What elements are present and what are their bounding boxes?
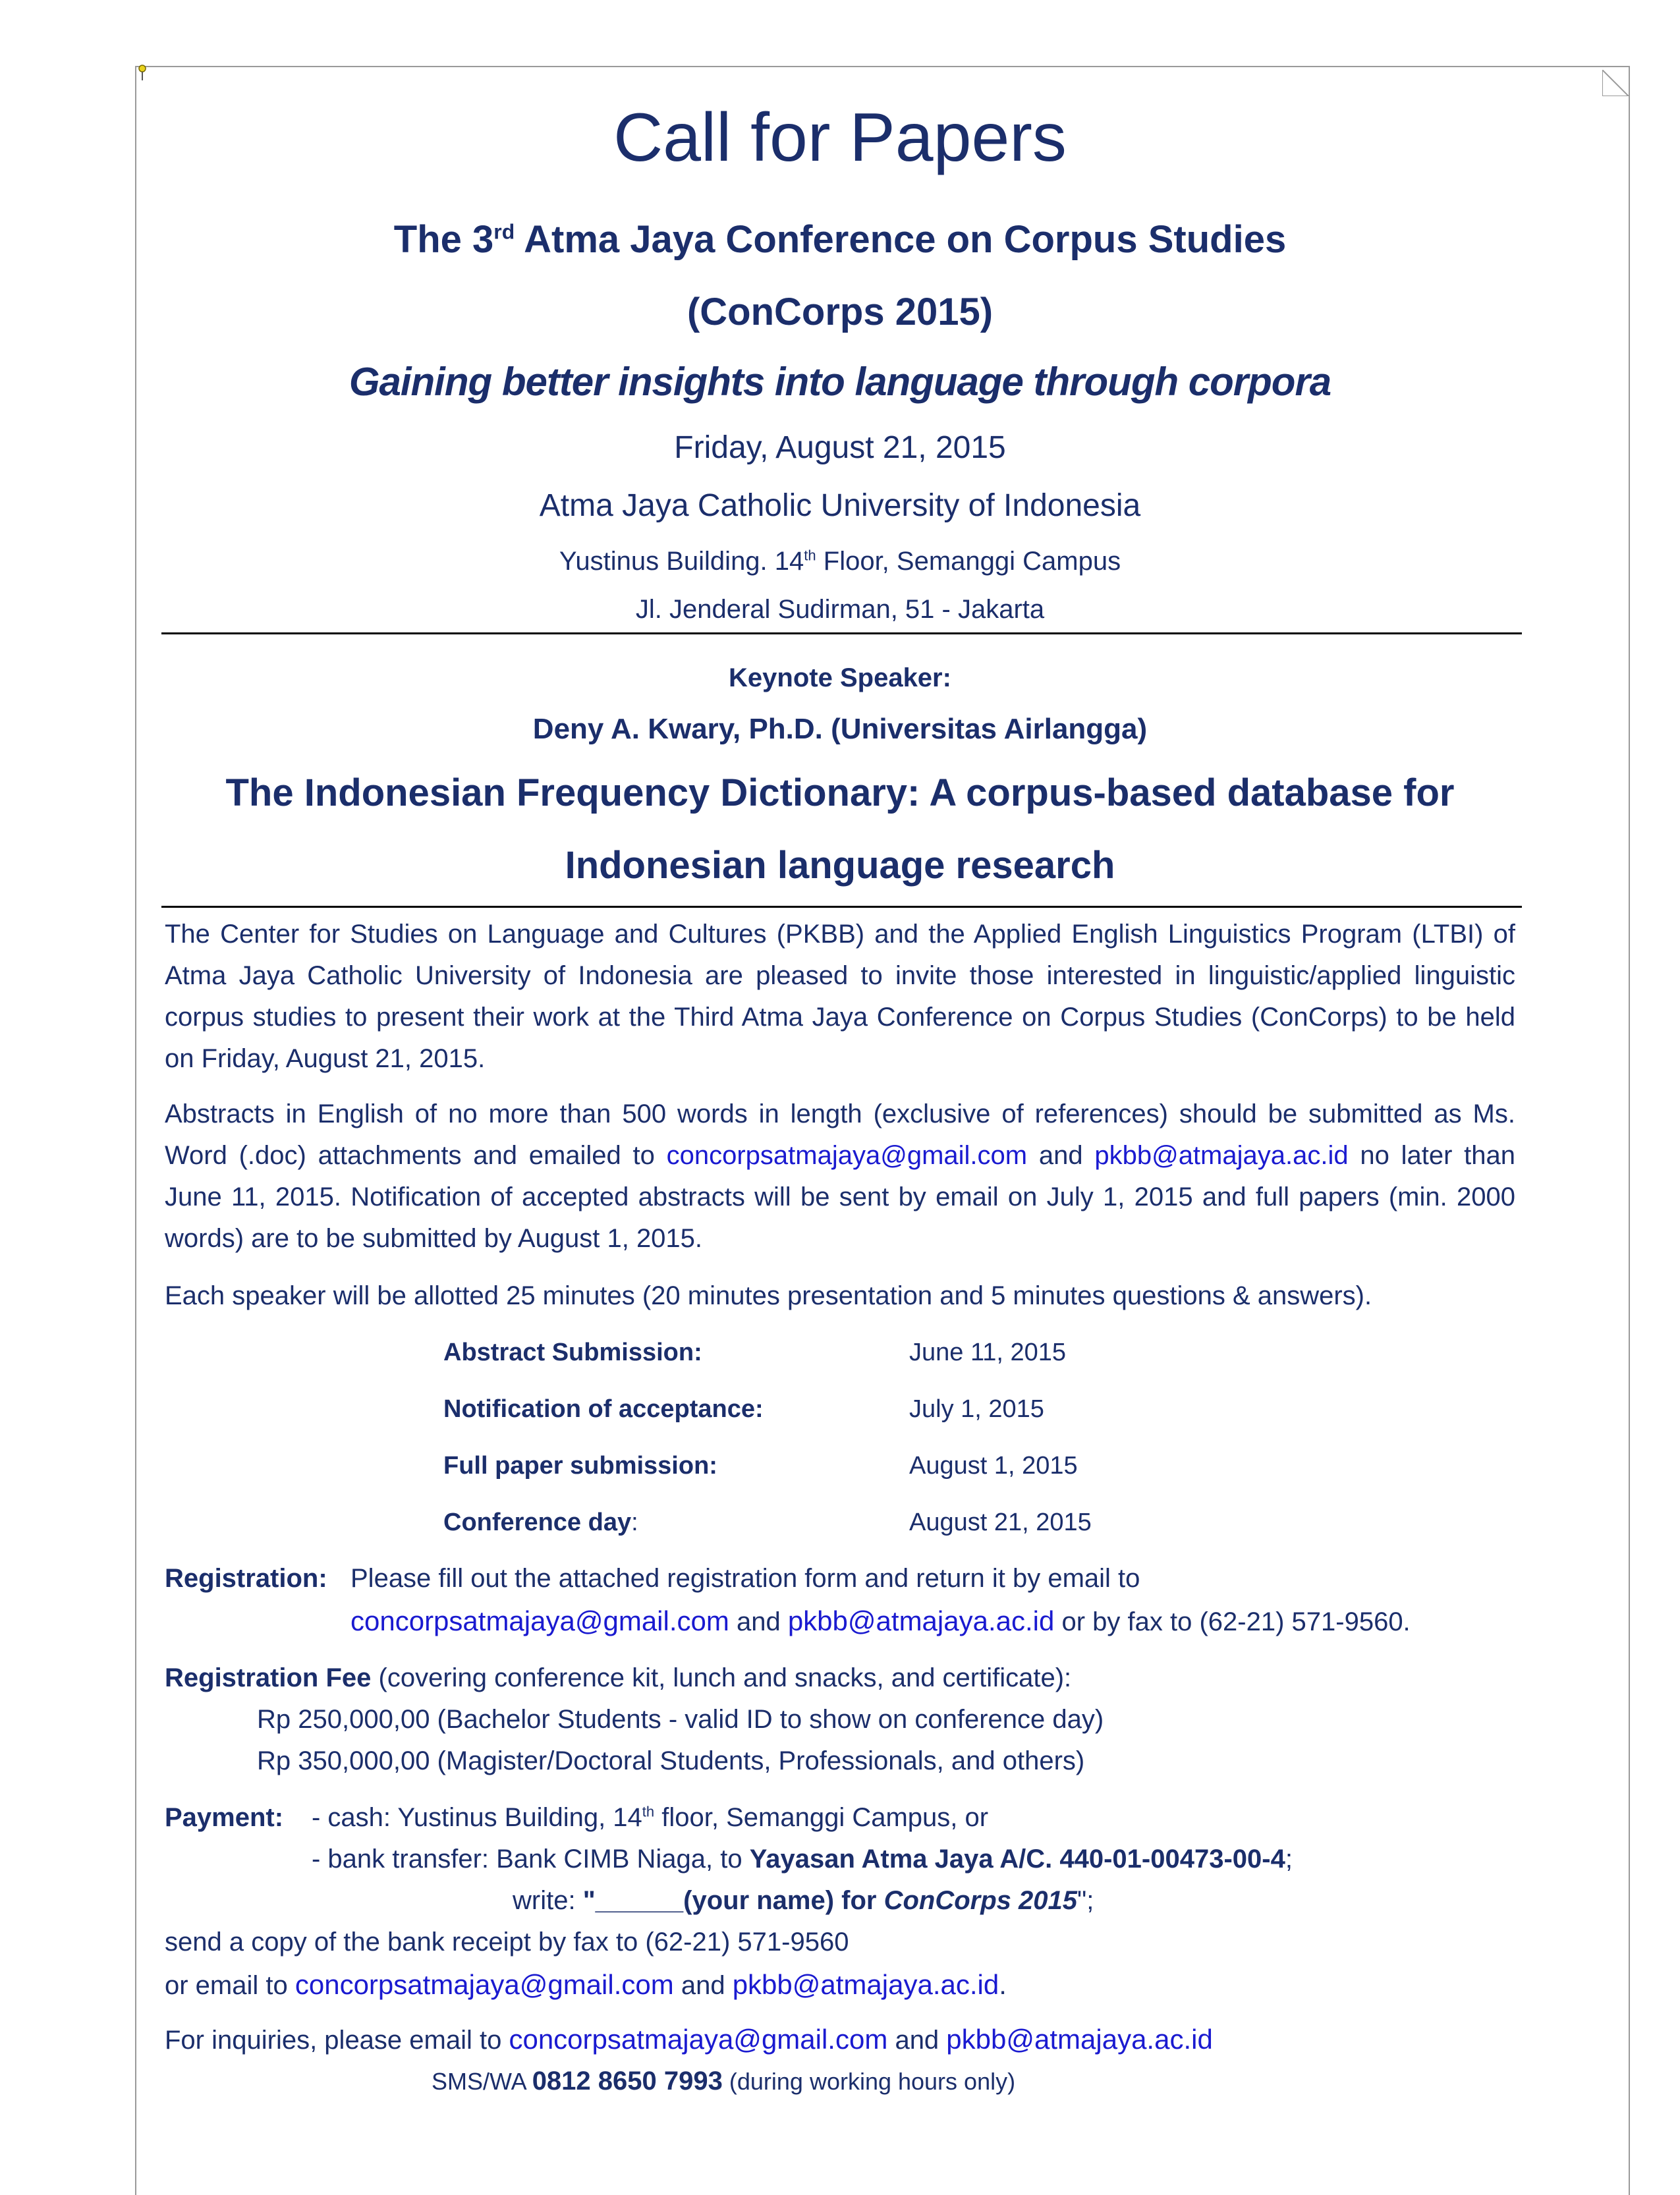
payment-bank: - bank transfer: Bank CIMB Niaga, to Yayasan Atma Jaya A/C. 440-01-00473-00-4;	[312, 1845, 1293, 1874]
keynote-title-line2: Indonesian language research	[565, 844, 1115, 887]
venue-building: Yustinus Building. 14th Floor, Semanggi Campus	[559, 547, 1121, 576]
registration-contacts: concorpsatmajaya@gmail.com and pkbb@atmajaya.ac.id or by fax to (62-21) 571-9560.	[350, 1605, 1411, 1636]
inquiries: For inquiries, please email to concorpsatmajaya@gmail.com and pkbb@atmajaya.ac.id	[165, 2024, 1213, 2055]
intro-paragraph: The Center for Studies on Language and Cultures (PKBB) and the Applied English Linguistics Program (LTBI) of Atma Jaya Catholic University of Indonesia are pleased to invite those interested in linguistic/applied linguistic corpus studies to present their work at the Third Atma Jaya Conference on Corpus Studies (ConCorps) to be held on Friday, August 21, 2015.	[165, 920, 1515, 1073]
keynote-label: Keynote Speaker:	[729, 663, 951, 692]
sms-contact: SMS/WA 0812 8650 7993 (during working hours only)	[432, 2067, 1016, 2096]
registration-instructions: Please fill out the attached registration form and return it by email to	[350, 1564, 1140, 1593]
payment-reference: write: "______(your name) for ConCorps 2015";	[513, 1886, 1094, 1915]
payment-receipt: send a copy of the bank receipt by fax to (62-21) 571-9560	[165, 1928, 849, 1957]
date-label: Full paper submission:	[443, 1452, 717, 1480]
venue-address: Jl. Jenderal Sudirman, 51 - Jakarta	[635, 595, 1045, 624]
email-link[interactable]: pkbb@atmajaya.ac.id	[787, 1605, 1055, 1636]
email-link[interactable]: pkbb@atmajaya.ac.id	[1094, 1141, 1349, 1170]
payment-cash: - cash: Yustinus Building, 14th floor, Semanggi Campus, or	[312, 1803, 989, 1832]
conference-acronym: (ConCorps 2015)	[686, 291, 994, 333]
registration-fee: Registration Fee (covering conference kit, lunch and snacks, and certificate):	[165, 1663, 1072, 1692]
abstracts-paragraph: Abstracts in English of no more than 500 words in length (exclusive of references) should be submitted as Ms. Word (.doc) attachments and emailed to concorpsatmajaya@gmail.com and pkbb@atmajaya.ac.id no later than June 11, 2015. Notification of accepted abstracts will be sent by email on July 1, 2015 and full papers (min. 2000 words) are to be submitted by August 1, 2015.	[165, 1099, 1515, 1253]
email-link[interactable]: concorpsatmajaya@gmail.com	[350, 1605, 729, 1636]
divider	[161, 632, 1522, 634]
conference-name: The 3rd Atma Jaya Conference on Corpus Studies	[393, 218, 1287, 261]
divider	[161, 906, 1522, 908]
conference-tagline: Gaining better insights into language through corpora	[349, 360, 1331, 404]
date-value: July 1, 2015	[909, 1395, 1044, 1423]
conference-date: Friday, August 21, 2015	[674, 430, 1006, 465]
pushpin-icon	[137, 65, 148, 82]
date-label: Abstract Submission:	[443, 1339, 702, 1366]
date-label: Conference day:	[443, 1509, 638, 1536]
date-value: August 21, 2015	[909, 1509, 1092, 1536]
fee-item: Rp 350,000,00 (Magister/Doctoral Students, Professionals, and others)	[257, 1746, 1085, 1775]
email-link[interactable]: concorpsatmajaya@gmail.com	[509, 2024, 888, 2055]
venue-university: Atma Jaya Catholic University of Indonesia	[539, 488, 1141, 523]
date-value: June 11, 2015	[909, 1339, 1067, 1366]
email-link[interactable]: pkbb@atmajaya.ac.id	[732, 1969, 999, 2000]
date-label: Notification of acceptance:	[443, 1395, 764, 1423]
payment-email: or email to concorpsatmajaya@gmail.com and pkbb@atmajaya.ac.id.	[165, 1969, 1007, 2000]
email-link[interactable]: concorpsatmajaya@gmail.com	[666, 1141, 1028, 1170]
page-title: Call for Papers	[613, 99, 1067, 176]
page-fold-icon	[1602, 70, 1629, 96]
keynote-title-line1: The Indonesian Frequency Dictionary: A corpus-based database for	[225, 771, 1455, 814]
speaker-time-note: Each speaker will be allotted 25 minutes (20 minutes presentation and 5 minutes questions & answers).	[165, 1281, 1372, 1310]
date-value: August 1, 2015	[909, 1452, 1078, 1480]
payment-label: Payment:	[165, 1803, 284, 1832]
email-link[interactable]: concorpsatmajaya@gmail.com	[294, 1969, 674, 2000]
keynote-speaker: Deny A. Kwary, Ph.D. (Universitas Airlangga)	[532, 713, 1148, 745]
email-link[interactable]: pkbb@atmajaya.ac.id	[946, 2024, 1213, 2055]
registration-label: Registration:	[165, 1564, 327, 1593]
fee-item: Rp 250,000,00 (Bachelor Students - valid ID to show on conference day)	[257, 1705, 1104, 1734]
